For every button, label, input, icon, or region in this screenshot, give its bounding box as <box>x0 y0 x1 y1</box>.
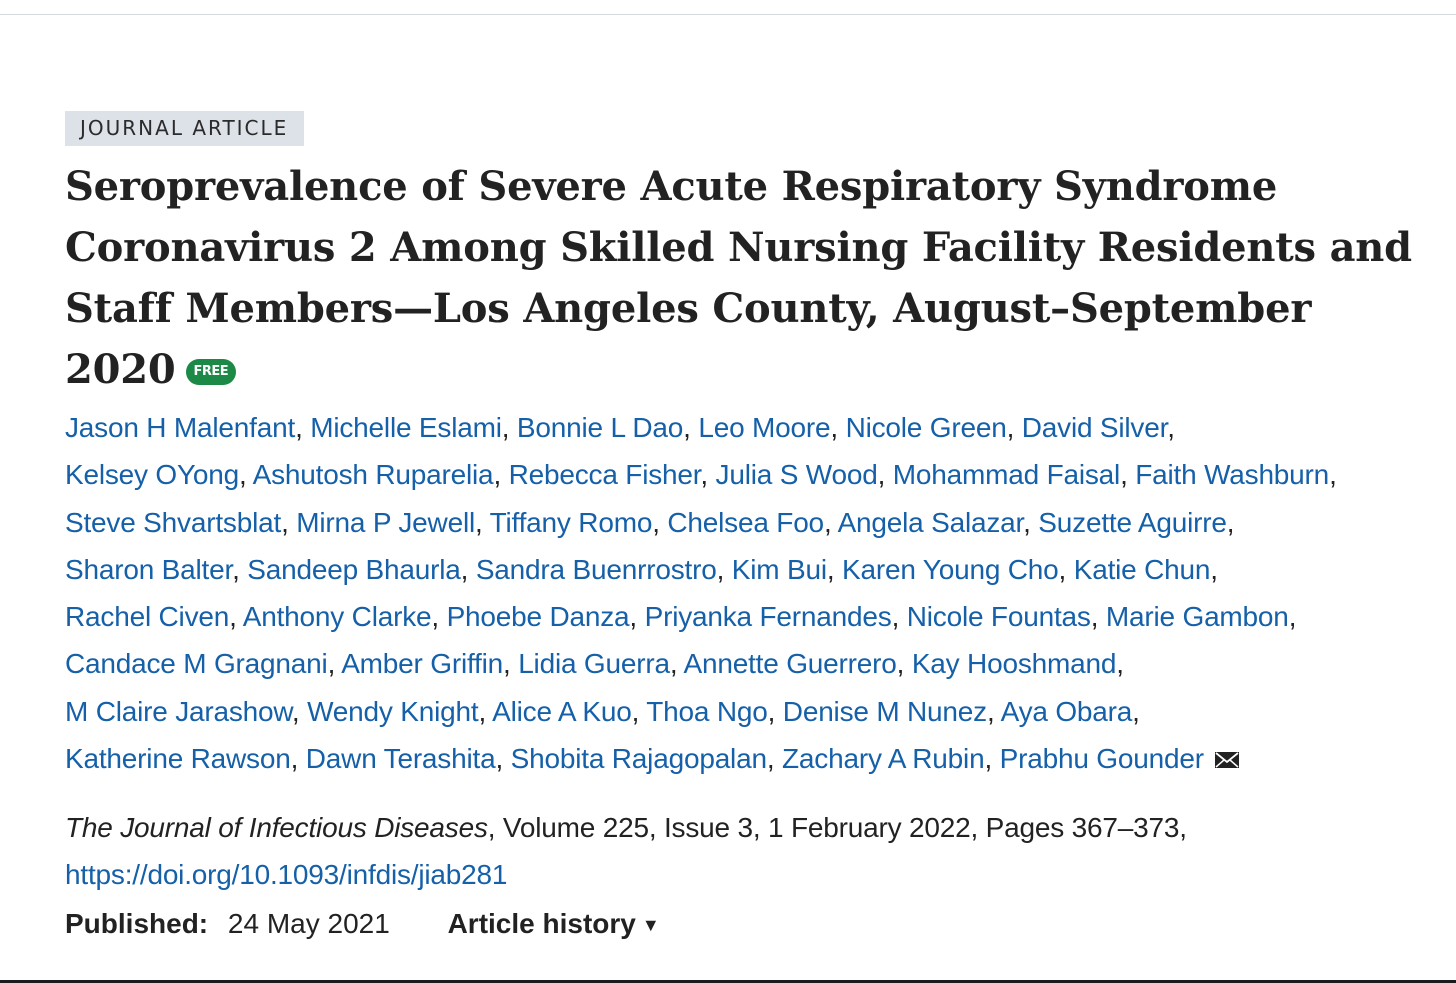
author-link[interactable]: Rachel Civen <box>65 601 230 633</box>
author-separator: , <box>700 459 716 491</box>
citation-details: , Volume 225, Issue 3, 1 February 2022, Pages 367–373, <box>487 812 1187 844</box>
author-separator: , <box>232 553 248 585</box>
author-link[interactable]: Rebecca Fisher <box>508 459 701 491</box>
author-row <box>65 688 1445 735</box>
author-separator: , <box>1226 506 1235 538</box>
publication-meta <box>65 900 1445 949</box>
author-link[interactable]: Nicole Fountas <box>906 601 1091 633</box>
citation <box>65 804 1445 898</box>
published-date: 24 May 2021 <box>227 908 390 940</box>
author-link[interactable]: M Claire Jarashow <box>65 695 292 727</box>
author-separator: , <box>295 412 311 443</box>
author-link[interactable]: Candace M Gragnani <box>65 648 328 680</box>
author-list <box>65 404 1445 782</box>
author-separator: , <box>1132 695 1140 727</box>
author-row <box>65 735 1445 782</box>
author-separator: , <box>1120 459 1136 491</box>
author-link[interactable]: Leo Moore <box>698 412 831 443</box>
author-link[interactable]: Annette Guerrero <box>683 648 897 680</box>
author-link[interactable]: Mirna P Jewell <box>296 506 475 538</box>
author-separator: , <box>669 648 684 680</box>
title-line: Staff Members—Los Angeles County, August–September <box>65 285 1312 332</box>
author-separator: , <box>495 743 511 775</box>
author-separator: , <box>1023 506 1039 538</box>
author-link[interactable]: Aya Obara <box>1000 695 1133 727</box>
author-link[interactable]: Bonnie L Dao <box>516 412 684 443</box>
author-separator: , <box>474 506 490 538</box>
author-link[interactable]: Katherine Rawson <box>65 743 291 775</box>
author-link[interactable]: Kelsey OYong <box>65 459 240 491</box>
author-link[interactable]: Jason H Malenfant <box>65 412 296 443</box>
author-link[interactable]: Anthony Clarke <box>242 601 432 633</box>
author-separator: , <box>896 648 912 680</box>
author-link[interactable]: Sandra Buenrrostro <box>475 553 717 585</box>
author-separator: , <box>629 601 645 633</box>
author-separator: , <box>503 648 519 680</box>
author-link[interactable]: Marie Gambon <box>1105 601 1289 633</box>
author-separator: , <box>501 412 517 443</box>
author-link[interactable]: Zachary A Rubin <box>782 743 985 775</box>
published-label: Published: <box>65 908 209 940</box>
author-separator: , <box>1167 412 1175 443</box>
author-row <box>65 404 1445 451</box>
author-separator: , <box>984 743 1000 775</box>
title-line: Seroprevalence of Severe Acute Respiratory Syndrome <box>65 163 1278 210</box>
author-link[interactable]: Phoebe Danza <box>446 601 630 633</box>
author-row <box>65 499 1445 546</box>
author-row <box>65 593 1445 640</box>
author-link[interactable]: Julia S Wood <box>715 459 878 491</box>
author-link[interactable]: Mohammad Faisal <box>892 459 1121 491</box>
article-history-toggle[interactable] <box>448 908 660 939</box>
author-link[interactable]: Denise M Nunez <box>782 695 987 727</box>
author-link[interactable]: David Silver <box>1021 412 1168 443</box>
author-separator: , <box>1006 412 1022 443</box>
author-link[interactable]: Alice A Kuo <box>492 695 632 727</box>
author-link[interactable]: Michelle Eslami <box>310 412 502 443</box>
author-row <box>65 451 1445 498</box>
top-divider <box>0 14 1456 15</box>
author-link[interactable]: Steve Shvartsblat <box>65 506 282 538</box>
author-link[interactable]: Kim Bui <box>731 553 827 585</box>
author-link[interactable]: Shobita Rajagopalan <box>510 743 767 775</box>
article-header <box>65 111 1445 949</box>
author-separator: , <box>1090 601 1106 633</box>
doi-link[interactable]: https://doi.org/10.1093/infdis/jiab281 <box>65 859 508 891</box>
author-link[interactable]: Priyanka Fernandes <box>644 601 892 633</box>
author-link[interactable]: Katie Chun <box>1073 553 1211 585</box>
envelope-icon[interactable] <box>1214 750 1240 770</box>
author-separator: , <box>766 743 782 775</box>
author-separator: , <box>767 695 783 727</box>
author-link[interactable]: Prabhu Gounder <box>999 743 1204 775</box>
author-separator: , <box>290 743 306 775</box>
author-separator: , <box>478 695 493 727</box>
author-link[interactable]: Amber Griffin <box>341 648 504 680</box>
author-link[interactable]: Karen Young Cho <box>842 553 1059 585</box>
author-separator: , <box>631 695 647 727</box>
author-link[interactable]: Wendy Knight <box>307 695 479 727</box>
author-separator: , <box>1210 553 1218 585</box>
author-separator: , <box>1288 601 1297 633</box>
journal-name: The Journal of Infectious Diseases <box>65 812 488 844</box>
author-link[interactable]: Kay Hooshmand <box>911 648 1117 680</box>
author-separator: , <box>823 506 838 538</box>
free-access-icon: FREE <box>186 359 237 385</box>
author-separator: , <box>716 553 732 585</box>
title-line: 2020 <box>65 346 176 393</box>
author-separator: , <box>229 601 243 633</box>
author-separator: , <box>986 695 1001 727</box>
author-separator: , <box>652 506 668 538</box>
author-separator: , <box>460 553 476 585</box>
author-separator: , <box>830 412 846 443</box>
author-link[interactable]: Sharon Balter <box>65 553 233 585</box>
author-link[interactable]: Angela Salazar <box>837 506 1024 538</box>
author-separator: , <box>891 601 907 633</box>
author-separator: , <box>327 648 342 680</box>
author-separator: , <box>826 553 843 585</box>
article-title <box>65 156 1440 400</box>
author-separator: , <box>1329 459 1337 491</box>
author-link[interactable]: Ashutosh Ruparelia <box>252 459 494 491</box>
article-type-badge: JOURNAL ARTICLE <box>65 111 304 146</box>
author-link[interactable]: Nicole Green <box>845 412 1007 443</box>
author-link[interactable]: Lidia Guerra <box>518 648 670 680</box>
author-separator: , <box>1058 553 1074 585</box>
caret-down-icon: ▼ <box>641 915 660 936</box>
author-separator: , <box>1116 648 1124 680</box>
author-link[interactable]: Thoa Ngo <box>646 695 768 727</box>
author-separator: , <box>431 601 447 633</box>
author-separator: , <box>281 506 297 538</box>
title-line-last <box>65 339 1440 400</box>
title-line: Coronavirus 2 Among Skilled Nursing Facility Residents and <box>65 224 1412 271</box>
article-history-label: Article history <box>447 908 636 940</box>
author-separator: , <box>239 459 253 491</box>
author-row <box>65 546 1445 593</box>
author-link[interactable]: Tiffany Romo <box>489 506 653 538</box>
author-separator: , <box>291 695 308 727</box>
author-row <box>65 640 1445 687</box>
author-link[interactable]: Dawn Terashita <box>305 743 496 775</box>
author-separator: , <box>877 459 893 491</box>
author-link[interactable]: Suzette Aguirre <box>1038 506 1227 538</box>
author-link[interactable]: Chelsea Foo <box>667 506 824 538</box>
author-separator: , <box>683 412 699 443</box>
author-separator: , <box>493 459 509 491</box>
author-link[interactable]: Sandeep Bhaurla <box>247 553 461 585</box>
author-link[interactable]: Faith Washburn <box>1135 459 1330 491</box>
